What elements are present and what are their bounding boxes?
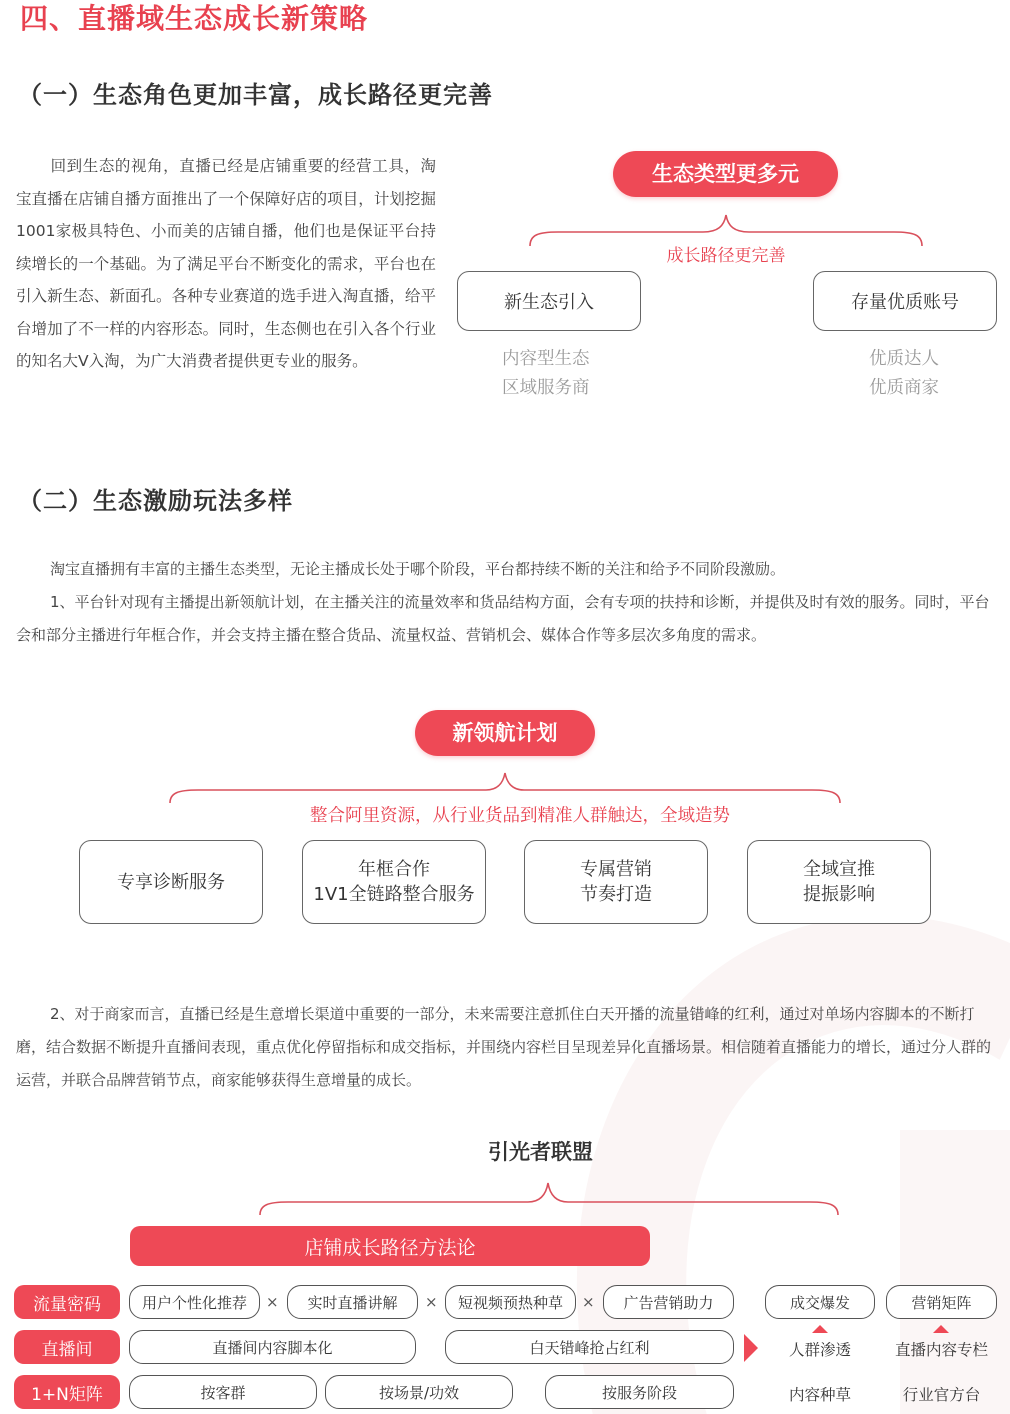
navigator-plan-pill: 新领航计划 [415,710,595,756]
right-item: 优质商家 [869,378,939,398]
row2-item-scripted: 直播间内容脚本化 [129,1330,416,1364]
plan-box-line2: 节奏打造 [580,884,652,905]
section2-point1-text: 1、平台针对现有主播提出新领航计划，在主播关注的流量效率和货品结构方面，会有专项的扶持和诊断，并提供及时有效的服务。同时，平台会和部分主播进行年框合作，并会支持主播在整合货品、流量权益、营销机会、媒体合作等多层次多角度的需求。 [16,593,990,644]
right-items-list [869,345,939,403]
plan-box-line1: 专享诊断服务 [117,871,225,893]
right-arrow-icon [744,1334,758,1362]
integrate-resources-label: 整合阿里资源，从行业货品到精准人群触达，全域造势 [310,806,730,826]
row-label-matrix: 1+N矩阵 [14,1375,120,1409]
row-label-traffic-code: 流量密码 [14,1285,120,1319]
multiply-sign: × [582,1293,595,1311]
existing-accounts-label: 存量优质账号 [851,292,959,313]
growth-path-label: 成长路径更完善 [666,246,786,266]
plan-box-line2: 1V1全链路整合服务 [313,884,475,905]
store-growth-method-bar: 店铺成长路径方法论 [130,1226,650,1266]
row3-item-by-customer: 按客群 [129,1375,317,1409]
plan-box-line1: 全域宣推 [803,859,875,880]
section2-point2-paragraph [16,998,1001,1097]
section1-paragraph [16,150,436,378]
light-alliance-title: 引光者联盟 [488,1140,593,1164]
row1-item-live-explain: 实时直播讲解 [287,1285,418,1319]
row-label-live-room: 直播间 [14,1330,120,1364]
brace-connector-3 [258,1181,840,1217]
section2-intro-text: 淘宝直播拥有丰富的主播生态类型，无论主播成长处于哪个阶段，平台都持续不断的关注和给予不同阶段激励。 [50,560,786,578]
up-triangle-icon [812,1325,828,1333]
new-ecosystem-label: 新生态引入 [504,292,594,313]
row1-item-short-video: 短视频预热种草 [445,1285,576,1319]
plan-box-omnichannel-promotion [747,840,931,924]
right-col2-middle: 直播内容专栏 [894,1341,988,1359]
plan-box-exclusive-marketing [524,840,708,924]
left-item: 内容型生态 [502,349,590,369]
plan-box-line2: 提振影响 [803,884,875,905]
row1-item-ad-marketing: 广告营销助力 [603,1285,734,1319]
main-title: 四、直播域生态成长新策略 [20,2,369,35]
multiply-sign: × [425,1293,438,1311]
right-col1-top-box: 成交爆发 [765,1285,875,1319]
section2-point2-text: 2、对于商家而言，直播已经是生意增长渠道中重要的一部分，未来需要注意抓住白天开播的流量错峰的红利，通过对单场内容脚本的不断打磨，结合数据不断提升直播间表现，重点优化停留指标和成交指标，并围绕内容栏目呈现差异化直播场景。相信随着直播能力的增长，通过分人群的运营，并联合品牌营销节点，商家能够获得生意增量的成长。 [16,1005,992,1089]
section1-title: （一）生态角色更加丰富，成长路径更完善 [18,81,493,109]
background-watermark-bar [900,1130,1010,1414]
section2-intro-paragraph [16,553,1001,586]
row3-item-by-scenario: 按场景/功效 [325,1375,513,1409]
row3-item-by-service-stage: 按服务阶段 [545,1375,734,1409]
left-item: 区域服务商 [502,378,590,398]
right-col1-middle: 人群渗透 [788,1341,851,1359]
section1-paragraph-text: 回到生态的视角，直播已经是店铺重要的经营工具，淘宝直播在店铺自播方面推出了一个保障好店的项目，计划挖掘1001家极具特色、小而美的店铺自播，他们也是保证平台持续增长的一个基础。为了满足平台不断变化的需求，平台也在引入新生态、新面孔。各种专业赛道的选手进入淘直播，给平台增加了不一样的内容形态。同时，生态侧也在引入各个行业的知名大V入淘，为广大消费者提供更专业的服务。 [16,157,436,370]
plan-box-line1: 年框合作 [358,859,430,880]
right-item: 优质达人 [869,349,939,369]
existing-accounts-box [813,271,997,331]
plan-box-diagnosis [79,840,263,924]
plan-box-annual-cooperation [302,840,486,924]
row1-item-personalized: 用户个性化推荐 [129,1285,260,1319]
right-col1-bottom: 内容种草 [788,1386,851,1404]
left-items-list [502,345,590,403]
multiply-sign: × [266,1293,279,1311]
brace-connector-2 [168,771,842,805]
section2-title: （二）生态激励玩法多样 [18,487,293,515]
right-col2-top-box: 营销矩阵 [886,1285,997,1319]
plan-box-line1: 专属营销 [580,859,652,880]
right-col2-bottom: 行业官方台 [902,1386,981,1404]
new-ecosystem-box [457,271,641,331]
up-triangle-icon [933,1325,949,1333]
section2-point1-paragraph [16,586,1001,652]
row2-item-off-peak: 白天错峰抢占红利 [445,1330,734,1364]
ecosystem-diverse-pill: 生态类型更多元 [613,151,838,197]
